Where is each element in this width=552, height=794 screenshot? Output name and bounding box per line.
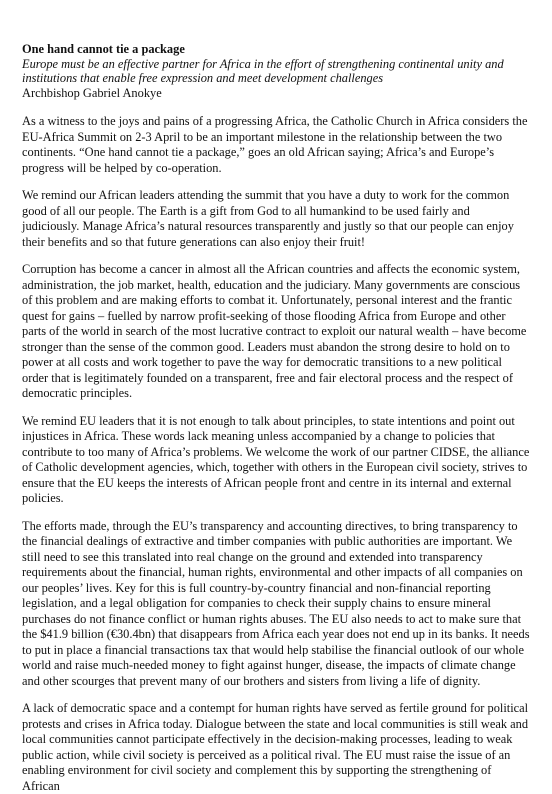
article-heading [22, 42, 530, 100]
paragraph-6: A lack of democratic space and a contempt for human rights have served as fertile ground for political protests and crises in Africa today. Dialogue between the state and local communities is still weak and local communities cannot participate effectively in the decision-making processes, leading to weak public action, while civil society is perceived as a political rival. The EU must raise the issue of an enabling environment for civil society and complement this by supporting the strengthening of African [22, 701, 529, 793]
article-author: Archbishop Gabriel Anokye [22, 85, 162, 100]
paragraph-5: The efforts made, through the EU’s transparency and accounting directives, to bring transparency to the financial dealings of extractive and timber companies with public authorities are important. We still need to see this translated into real change on the ground and extended into transparency requirements about the financial, human rights, environmental and other impacts of all companies on our peoples’ lives. Key for this is full country-by-country financial and non-financial reporting legislation, and a legal obligation for companies to check their supply chains to ensure mineral purchases do not finance conflict or human rights abuses. The EU also needs to act to make sure that the $41.9 billion (€30.4bn) that disappears from Africa each year does not end up in its banks. It needs to put in place a financial transactions tax that would help stabilise the financial outlook of our whole world and raise much-needed money to fight against hunger, disease, the impacts of climate change and other scourges that prevent many of our brothers and sisters from living a life of dignity. [22, 518, 530, 688]
paragraph-1: As a witness to the joys and pains of a progressing Africa, the Catholic Church in Africa considers the EU-Africa Summit on 2-3 April to be an important milestone in the relationship between the two continents. “One hand cannot tie a package,” goes an old African saying; Africa’s and Europe’s progress will be helped by co-operation. [22, 114, 528, 175]
article-body [22, 114, 530, 794]
paragraph-3: Corruption has become a cancer in almost all the African countries and affects the economic system, administration, the job market, health, education and the judiciary. Many governments are conscious of this problem and are making efforts to combat it. Unfortunately, personal interest and the frantic quest for gains – fuelled by narrow profit-seeking of those flooding Africa from Europe and other parts of the world in search of the most lucrative contract to exploit our natural wealth – have become stronger than the sense of the common good. Leaders must abandon the strong desire to hold on to power at all costs and work together to pave the way for democratic transitions to a new political order that is legitimately founded on a transparent, free and fair electoral process and the respect of democratic principles. [22, 262, 527, 401]
article-title: One hand cannot tie a package [22, 42, 185, 56]
paragraph-2: We remind our African leaders attending the summit that you have a duty to work for the common good of all our people. The Earth is a gift from God to all humankind to be used fairly and judiciously. Manage Africa’s natural resources transparently and justly so that our people can enjoy their benefits and so that future generations can also enjoy their fruit! [22, 188, 514, 249]
paragraph-4: We remind EU leaders that it is not enough to talk about principles, to state intentions and point out injustices in Africa. These words lack meaning unless accompanied by a change to policies that contribute to too many of Africa’s problems. We welcome the work of our partner CIDSE, the alliance of Catholic development agencies, which, together with others in the European civil society, strives to ensure that the EU keeps the interests of African people front and centre in its internal and external policies. [22, 413, 530, 506]
article-subtitle: Europe must be an effective partner for Africa in the effort of strengthening continental unity and institutions that enable free expression and meet development challenges [22, 56, 504, 86]
